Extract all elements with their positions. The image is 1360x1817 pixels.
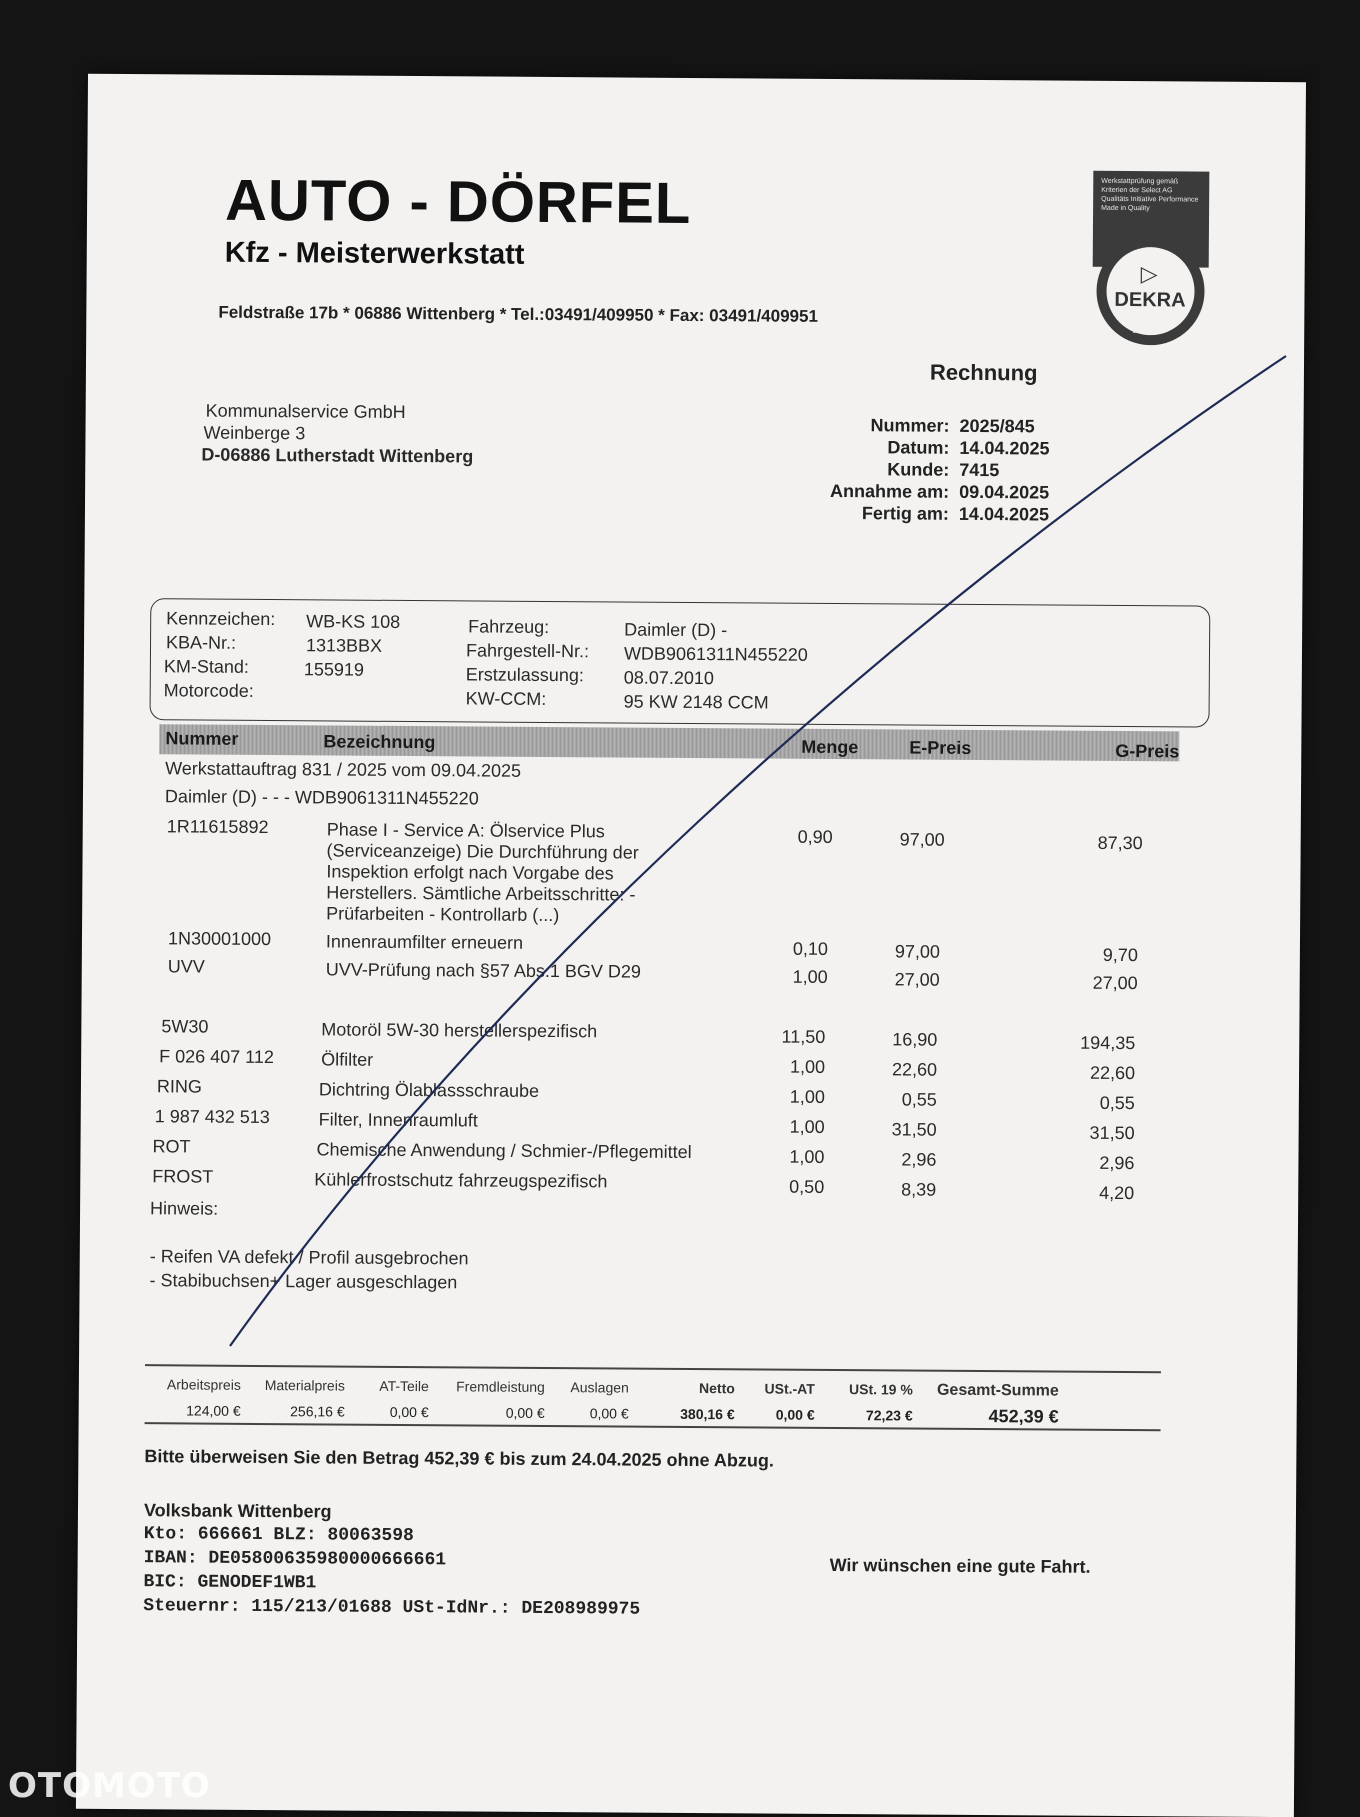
item-menge: 1,00	[789, 1116, 825, 1137]
item-epreis: 16,90	[892, 1029, 938, 1050]
meta-value: 14.04.2025	[958, 503, 1050, 525]
meta-value: 09.04.2025	[959, 481, 1050, 503]
item-gpreis: 194,35	[1080, 1032, 1136, 1054]
item-gpreis: 31,50	[1089, 1122, 1135, 1144]
watermark: OTOMOTO	[8, 1766, 211, 1806]
meta-value: 2025/845	[959, 415, 1035, 437]
item-epreis: 97,00	[899, 829, 945, 850]
vehicle-label: KBA-Nr.:	[165, 632, 237, 653]
pen-strike-path	[230, 356, 1286, 1346]
farewell: Wir wünschen eine gute Fahrt.	[829, 1554, 1091, 1577]
seal-text: Werkstattprüfung gemäß Kriterien der Select AG Qualitäts Initiative Performance Made in Quality	[1093, 171, 1210, 268]
item-nr: 1R11615892	[166, 816, 269, 838]
vehicle-value: 155919	[303, 659, 365, 680]
item-desc: Ölfilter	[321, 1049, 374, 1070]
item-menge: 0,10	[792, 938, 828, 959]
item-desc: Innenraumfilter erneuern	[325, 931, 524, 953]
bank-iban: IBAN: DE05800635980000666661	[143, 1548, 447, 1571]
item-nr: F 026 407 112	[159, 1046, 274, 1068]
total-value: 0,00 €	[589, 1405, 629, 1422]
col-epreis: E-Preis	[909, 737, 972, 758]
item-menge: 0,90	[797, 826, 833, 847]
item-menge: 1,00	[789, 1086, 825, 1107]
col-bezeichnung: Bezeichnung	[323, 731, 436, 753]
item-menge: 0,50	[789, 1176, 825, 1197]
item-gpreis: 0,55	[1099, 1092, 1135, 1114]
item-nr: RING	[156, 1076, 203, 1097]
item-menge: 1,00	[792, 966, 828, 987]
item-desc: Filter, Innenraumluft	[318, 1109, 478, 1131]
vehicle-label: Motorcode:	[163, 680, 254, 701]
item-nr: 1 987 432 513	[154, 1106, 270, 1128]
payment-note: Bitte überweisen Sie den Betrag 452,39 € bis zum 24.04.2025 ohne Abzug.	[144, 1446, 774, 1471]
total-value: 0,00 €	[775, 1406, 815, 1423]
item-epreis: 0,55	[901, 1089, 937, 1110]
vehicle-label: Kennzeichen:	[166, 608, 276, 630]
item-gpreis: 87,30	[1097, 832, 1143, 854]
item-desc: Motoröl 5W-30 herstellerspezifisch	[321, 1019, 598, 1042]
meta-label: Annahme am:	[830, 480, 950, 502]
item-epreis: 97,00	[894, 941, 940, 962]
customer-street: Weinberge 3	[203, 422, 306, 444]
bank-bic: BIC: GENODEF1WB1	[143, 1572, 317, 1594]
meta-value: 14.04.2025	[959, 437, 1050, 459]
total-label: Auslagen	[570, 1379, 629, 1396]
item-menge: 1,00	[789, 1056, 826, 1077]
item-menge: 11,50	[781, 1026, 826, 1047]
col-nummer: Nummer	[165, 728, 239, 749]
meta-label: Fertig am:	[861, 503, 950, 524]
item-desc: Kühlerfrostschutz fahrzeugspezifisch	[314, 1169, 608, 1192]
item-nr: ROT	[152, 1136, 191, 1157]
item-gpreis: 27,00	[1092, 972, 1138, 994]
vehicle-value: Daimler (D) -	[624, 619, 728, 641]
item-gpreis: 2,96	[1099, 1152, 1135, 1174]
vehicle-value: WB-KS 108	[306, 611, 401, 632]
vehicle-line: Daimler (D) - - - WDB9061311N455220	[164, 786, 479, 809]
vehicle-value: 08.07.2010	[623, 667, 714, 689]
item-nr: UVV	[167, 956, 205, 977]
vehicle-label: KM-Stand:	[163, 656, 249, 677]
item-epreis: 27,00	[894, 969, 940, 990]
seal-brand: DEKRA	[1114, 288, 1186, 312]
item-desc: UVV-Prüfung nach §57 Abs.1 BGV D29	[325, 959, 642, 982]
total-value: 124,00 €	[186, 1402, 241, 1419]
item-nr: 5W30	[161, 1016, 209, 1037]
vehicle-value: WDB9061311N455220	[623, 643, 808, 665]
company-address: Feldstraße 17b * 06886 Wittenberg * Tel.:03491/409950 * Fax: 03491/409951	[218, 302, 819, 326]
meta-label: Kunde:	[887, 459, 950, 480]
item-desc: Phase I - Service A: Ölservice Plus (Serviceanzeige) Die Durchführung der Inspektion erfolgt nach Vorgabe des Herstellers. Sämtliche Arbeitsschritte: - Prüfarbeiten - Kontrollarb (...)	[326, 819, 639, 926]
total-value: 0,00 €	[505, 1404, 545, 1421]
vehicle-label: Fahrgestell-Nr.:	[465, 640, 590, 662]
meta-value: 7415	[959, 459, 1000, 481]
seal-sub: geprüft	[1132, 323, 1161, 334]
total-label: Materialpreis	[264, 1377, 345, 1394]
vehicle-label: Fahrzeug:	[468, 616, 550, 637]
col-gpreis: G-Preis	[1115, 740, 1180, 762]
hinweis-label: Hinweis:	[150, 1198, 219, 1219]
total-label: Gesamt-Summe	[936, 1381, 1059, 1400]
total-label: AT-Teile	[379, 1377, 429, 1395]
item-gpreis: 22,60	[1089, 1062, 1136, 1084]
total-value: 72,23 €	[865, 1407, 913, 1424]
item-desc: Chemische Anwendung / Schmier-/Pflegemittel	[316, 1139, 692, 1162]
total-label: USt. 19 %	[848, 1381, 913, 1398]
note-line: - Stabibuchsen+ Lager ausgeschlagen	[149, 1270, 458, 1293]
item-gpreis: 9,70	[1102, 944, 1138, 966]
total-value: 256,16 €	[290, 1403, 345, 1420]
total-label: Fremdleistung	[456, 1378, 545, 1395]
total-label: USt.-AT	[764, 1380, 815, 1397]
dekra-logo-icon: ▷	[1140, 261, 1158, 287]
tax-ids: Steuernr: 115/213/01688 USt-IdNr.: DE208989975	[143, 1596, 641, 1620]
item-epreis: 31,50	[891, 1119, 937, 1140]
vehicle-label: Erstzulassung:	[465, 664, 584, 686]
total-label: Netto	[699, 1380, 735, 1397]
col-menge: Menge	[801, 736, 859, 758]
meta-label: Nummer:	[870, 415, 950, 436]
customer-city: D-06886 Lutherstadt Wittenberg	[201, 444, 474, 467]
item-desc: Dichtring Ölablassschraube	[318, 1079, 540, 1101]
document-title: Rechnung	[929, 359, 1038, 386]
item-nr: FROST	[152, 1166, 214, 1187]
item-epreis: 22,60	[891, 1059, 938, 1080]
vehicle-value: 1313BBX	[305, 635, 383, 656]
customer-name: Kommunalservice GmbH	[205, 400, 406, 422]
vehicle-value: 95 KW 2148 CCM	[623, 691, 769, 713]
total-label: Arbeitspreis	[166, 1376, 241, 1393]
item-gpreis: 4,20	[1099, 1182, 1135, 1204]
total-value: 380,16 €	[680, 1405, 735, 1423]
company-subtitle: Kfz - Meisterwerkstatt	[224, 236, 525, 271]
item-epreis: 2,96	[901, 1149, 937, 1170]
bank-kto: Kto: 666661 BLZ: 80063598	[143, 1524, 414, 1547]
note-line: - Reifen VA defekt / Profil ausgebrochen	[149, 1246, 469, 1269]
total-value: 0,00 €	[389, 1403, 429, 1421]
vehicle-label: KW-CCM:	[465, 688, 547, 709]
company-name: AUTO - DÖRFEL	[224, 167, 692, 236]
item-menge: 1,00	[789, 1146, 825, 1167]
item-nr: 1N30001000	[167, 928, 272, 950]
item-epreis: 8,39	[901, 1179, 937, 1200]
bank-name: Volksbank Wittenberg	[143, 1500, 332, 1522]
order-line: Werkstattauftrag 831 / 2025 vom 09.04.2025	[165, 758, 522, 781]
grand-total: 452,39 €	[988, 1406, 1059, 1427]
meta-label: Datum:	[887, 437, 950, 458]
